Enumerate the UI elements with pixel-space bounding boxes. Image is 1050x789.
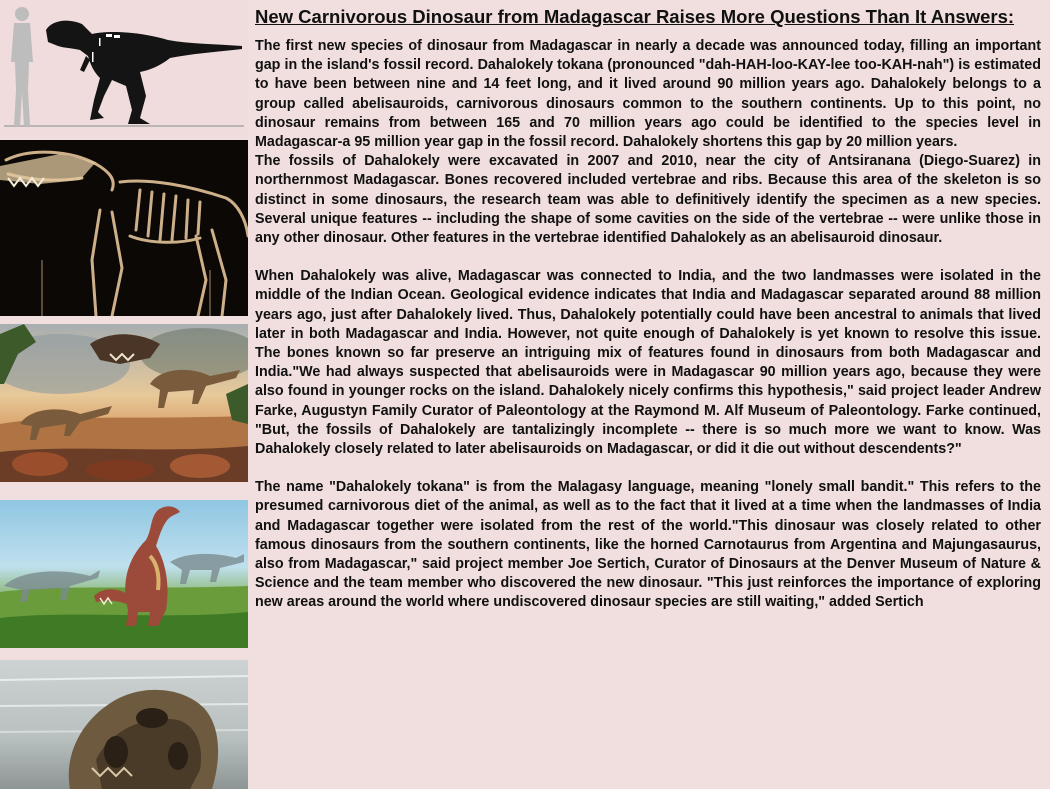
- image-column: [0, 0, 248, 789]
- article-paragraph: When Dahalokely was alive, Madagascar was connected to India, and the two landmasses were isolated in the middle of the Indian Ocean. Geological evidence indicates that India and Madagascar separated around 88 million years ago, just after Dahalokely lived. Thus, Dahalokely potentially could have been ancestral to animals that lived later in both Madagascar and India. However, not quite enough of Dahalokely is yet known to resolve this issue. The bones known so far preserve an intriguing mix of features found in dinosaurs from both Madagascar and India."We had always suspected that abelisauroids were in Madagascar 90 million years ago, because they were also found in younger rocks on the island. Dahalokely nicely confirms this hypothesis," said project leader Andrew Farke, Augustyn Family Curator of Paleontology at the Raymond M. Alf Museum of Paleontology. Farke continued, "But, the fossils of Dahalokely are tantalizingly incomplete -- there is so much more we want to know. Was Dahalokely closely related to later abelisauroids on Madagascar, or did it die out without descendents?": [255, 268, 1041, 458]
- paragraph-spacer: [255, 248, 1041, 267]
- article-title: New Carnivorous Dinosaur from Madagascar Raises More Questions Than It Answers:: [255, 6, 1015, 27]
- dinosaur-grassland-painting: [0, 500, 248, 648]
- article-paragraph: The name "Dahalokely tokana" is from the Malagasy language, meaning "lonely small bandit." This refers to the presumed carnivorous diet of the animal, as well as to the fact that it lived at a time when the landmasses of India and Madagascar together were isolated from the rest of the world."This dinosaur was closely related to other famous dinosaurs from the southern continents, like the horned Carnotaurus from Argentina and Majungasaurus, also from Madagascar," said project member Joe Sertich, Curator of Dinosaurs at the Denver Museum of Nature & Science and the team member who discovered the new dinosaur. "This just reinforces the importance of exploring new areas around the world where undiscovered dinosaur species are still waiting," added Sertich: [255, 479, 1041, 611]
- article-paragraph: The first new species of dinosaur from Madagascar in nearly a decade was announced today, filling an important gap in the island's fossil record. Dahalokely tokana (pronounced "dah-HAH-loo-KAY-lee too-KAH-nah") is estimated to have been between nine and 14 feet long, and it lived around 90 million years ago. Dahalokely belongs to a group called abelisauroids, carnivorous dinosaurs common to the southern continents. Up to this point, no dinosaur remains from between 165 and 70 million years ago could be identified to the species level in Madagascar-a 95 million year gap in the fossil record. Dahalokely shortens this gap by 20 million years.: [255, 38, 1041, 151]
- skull-fossil-photo: [0, 660, 248, 789]
- article-paragraph: The fossils of Dahalokely were excavated in 2007 and 2010, near the city of Antsiranana (Diego-Suarez) in northernmost Madagascar. Bones recovered included vertebrae and ribs. Because this area of the skeleton is so distinct in some dinosaurs, the research team was able to definitively identify the specimen as a new species. Several unique features -- including the shape of some cavities on the side of the vertebrae -- were unlike those in any other dinosaur. Other features in the vertebrae identified Dahalokely as an abelisauroid dinosaur.: [255, 153, 1041, 247]
- article: [255, 6, 1041, 613]
- human-silhouette-icon: [11, 7, 33, 126]
- dinosaur-silhouette-icon: [46, 21, 242, 124]
- size-comparison-image: [0, 0, 248, 136]
- skeleton-photo: [0, 140, 248, 316]
- prehistoric-scene-painting: [0, 324, 248, 482]
- paragraph-spacer: [255, 459, 1041, 478]
